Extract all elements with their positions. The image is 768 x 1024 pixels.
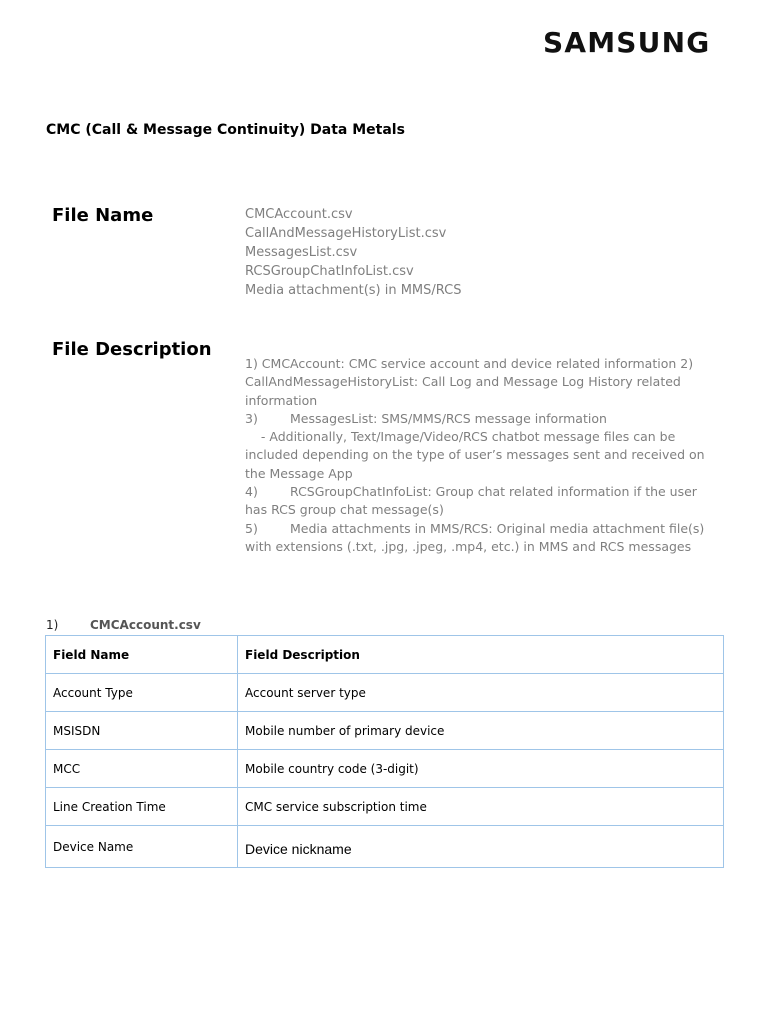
description-line-text: RCSGroupChatInfoList: Group chat related information if the user: [290, 484, 697, 500]
description-line-text: CallAndMessageHistoryList: Call Log and Message Log History related: [245, 374, 681, 390]
field-name-cell: MSISDN: [46, 712, 238, 750]
description-line: [245, 428, 715, 446]
description-line: [245, 355, 715, 373]
table-row: [46, 674, 724, 712]
description-line-text: the Message App: [245, 465, 353, 481]
description-line: [245, 483, 715, 501]
description-line: [245, 520, 715, 538]
table-row: [46, 750, 724, 788]
document-title: CMC (Call & Message Continuity) Data Metals: [46, 122, 405, 138]
file-name-item: CallAndMessageHistoryList.csv: [245, 226, 447, 241]
file-name-item: RCSGroupChatInfoList.csv: [245, 264, 414, 279]
file-name-item: MessagesList.csv: [245, 245, 358, 260]
field-name-cell: Account Type: [46, 674, 238, 712]
description-line-number: 5): [245, 520, 258, 536]
description-line-number: 4): [245, 484, 258, 500]
description-line-text: MessagesList: SMS/MMS/RCS message information: [290, 410, 607, 426]
file-name-list: [245, 205, 462, 300]
description-line-text: information: [245, 392, 318, 408]
samsung-logo: SAMSUNG: [543, 26, 711, 59]
table-caption-number: 1): [46, 618, 59, 632]
field-description-cell: Mobile number of primary device: [238, 712, 724, 750]
description-line: [245, 501, 715, 519]
file-description-heading: File Description: [52, 339, 212, 360]
table-header-row: [46, 636, 724, 674]
description-line: [245, 446, 715, 464]
file-name-item: Media attachment(s) in MMS/RCS: [245, 283, 462, 298]
description-line-text: has RCS group chat message(s): [245, 502, 444, 518]
header-field-description: Field Description: [238, 636, 724, 674]
table-row: [46, 712, 724, 750]
description-line-text: Media attachments in MMS/RCS: Original media attachment file(s): [290, 520, 705, 536]
field-name-cell: Line Creation Time: [46, 788, 238, 826]
table-caption-text: CMCAccount.csv: [90, 618, 201, 632]
field-description-cell: Mobile country code (3-digit): [238, 750, 724, 788]
table-caption: [46, 618, 201, 632]
description-line: [245, 392, 715, 410]
table-row: [46, 826, 724, 868]
file-name-heading: File Name: [52, 205, 154, 226]
description-line-text: with extensions (.txt, .jpg, .jpeg, .mp4, etc.) in MMS and RCS messages: [245, 538, 692, 554]
cmcaccount-field-table: [45, 635, 724, 868]
table-row: [46, 788, 724, 826]
field-description-cell: CMC service subscription time: [238, 788, 724, 826]
description-line-number: 3): [245, 410, 258, 426]
field-name-cell: Device Name: [46, 826, 238, 868]
header-field-name: Field Name: [46, 636, 238, 674]
description-line: [245, 373, 715, 391]
description-line: [245, 410, 715, 428]
field-description-cell: Account server type: [238, 674, 724, 712]
description-line-text: - Additionally, Text/Image/Video/RCS chatbot message files can be: [245, 429, 676, 445]
file-name-item: CMCAccount.csv: [245, 207, 353, 222]
description-line-text: included depending on the type of user’s messages sent and received on: [245, 447, 705, 463]
description-line: [245, 538, 715, 556]
field-description-cell: Device nickname: [238, 826, 724, 868]
file-description-text: [245, 355, 715, 556]
field-name-cell: MCC: [46, 750, 238, 788]
description-line-text: 1) CMCAccount: CMC service account and device related information 2): [245, 356, 694, 371]
description-line: [245, 465, 715, 483]
